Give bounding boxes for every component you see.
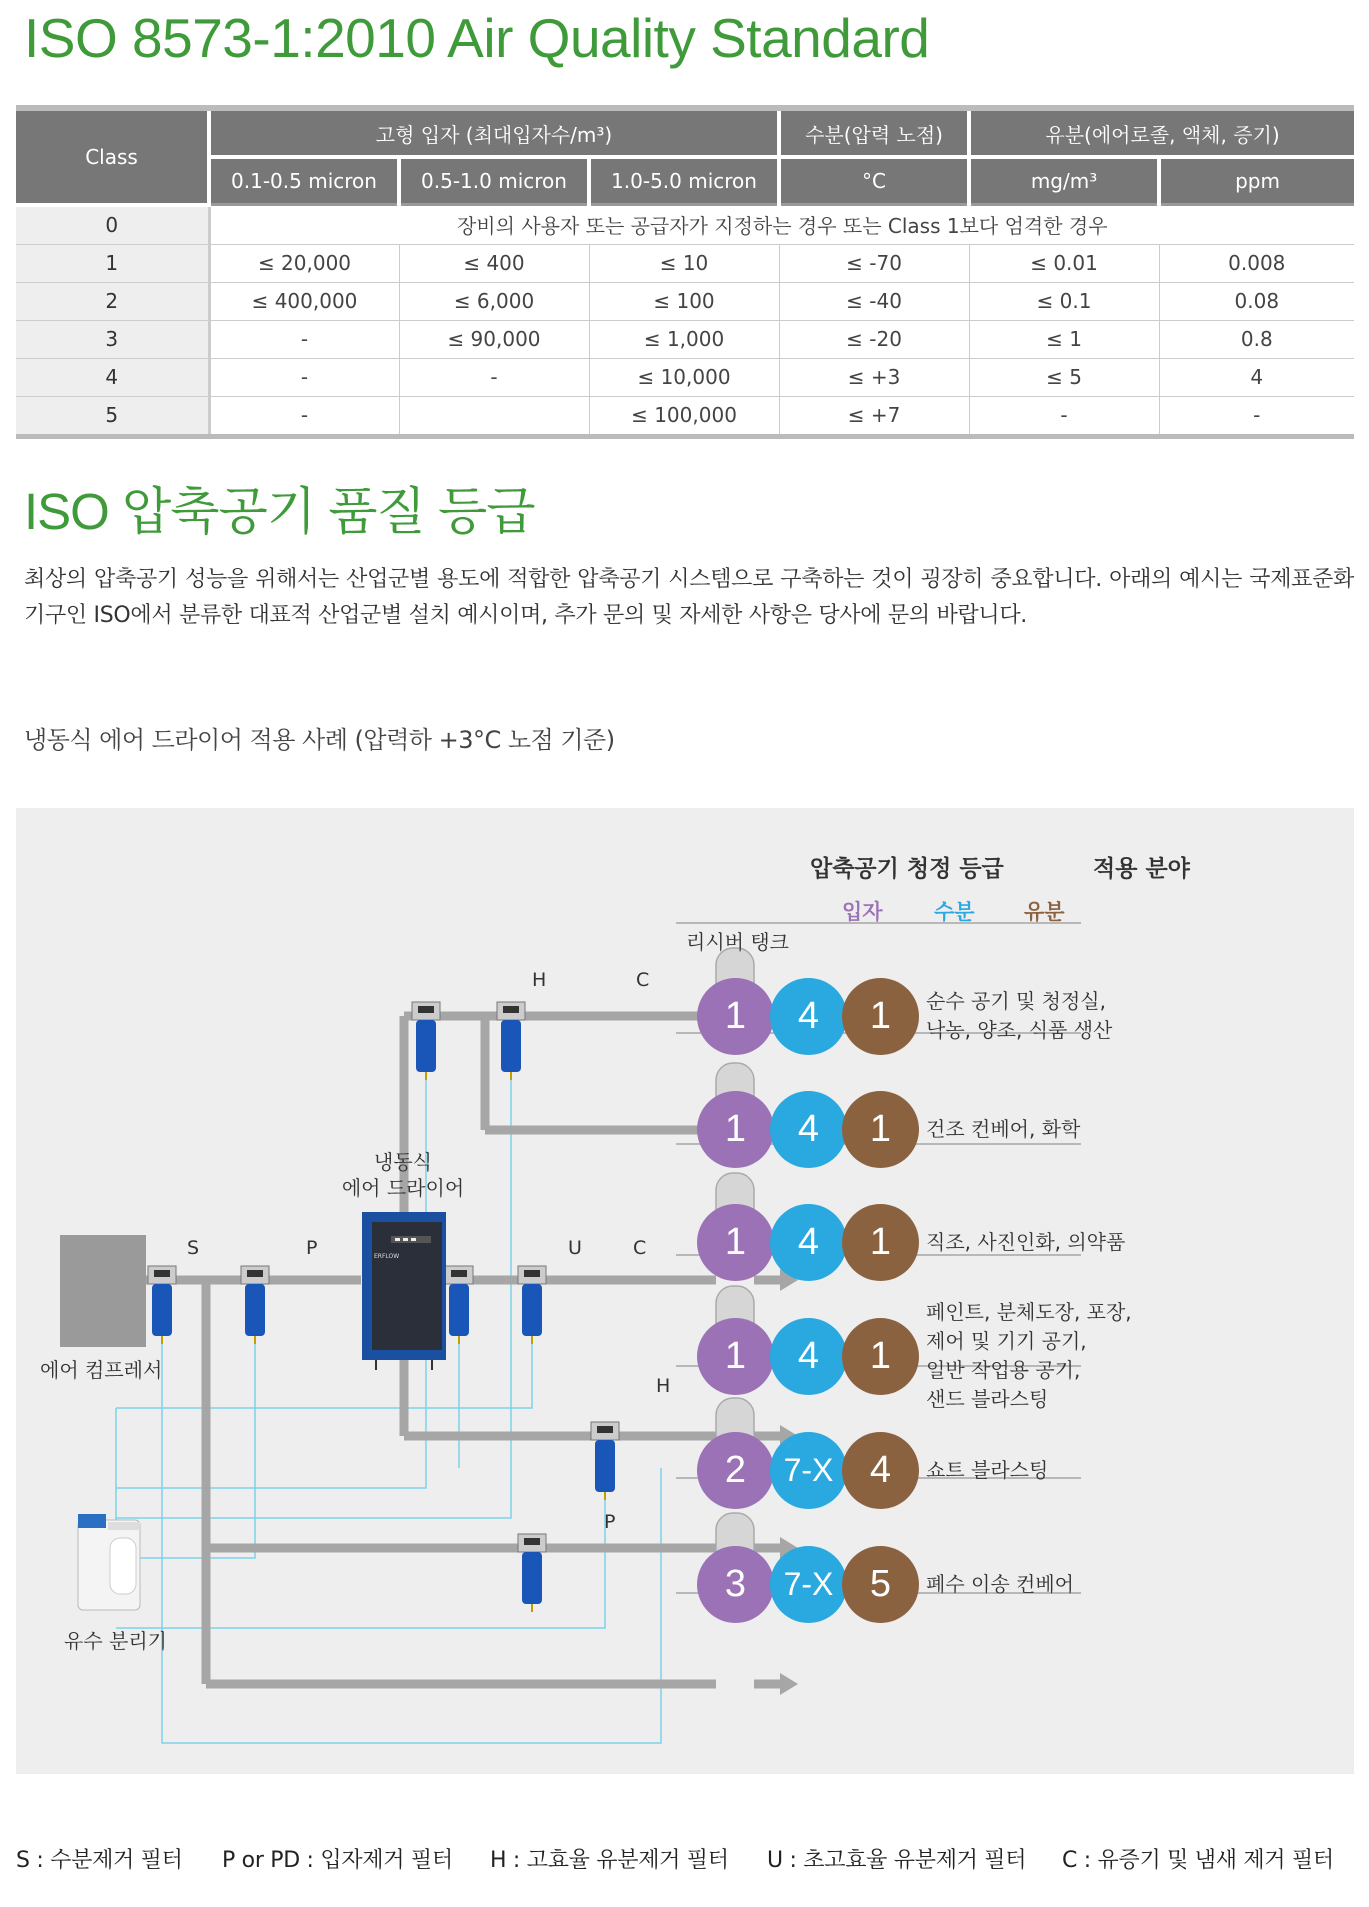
water-grade-circle: 7-X (770, 1432, 847, 1509)
oil-water-separator-icon (78, 1514, 140, 1610)
application-field: 폐수 이송 컨베어 (926, 1571, 1074, 1596)
table-cell: 0.08 (1159, 282, 1354, 320)
oil-grade-circle: 1 (842, 1091, 919, 1168)
table-cell: - (969, 396, 1159, 436)
table-cell: 0.008 (1159, 244, 1354, 282)
table-row (16, 244, 1354, 282)
compressor-label: 에어 컴프레서 (40, 1358, 163, 1382)
table-cell: ≤ 1 (969, 320, 1159, 358)
case-title: 냉동식 에어 드라이어 적용 사례 (압력하 +3°C 노점 기준) (24, 726, 615, 754)
oil-grade-circle: 5 (842, 1546, 919, 1623)
table-cell-class: 5 (16, 396, 209, 436)
table-cell: ≤ 400,000 (209, 282, 399, 320)
particle-grade-circle: 3 (697, 1546, 774, 1623)
table-cell: ≤ 20,000 (209, 244, 399, 282)
particle-subheader: 입자 (842, 900, 883, 924)
table-cell: - (399, 358, 589, 396)
air-quality-table (16, 105, 1354, 439)
table-cell: - (1159, 396, 1354, 436)
application-field: 순수 공기 및 청정실, 낙농, 양조, 식품 생산 (926, 989, 1113, 1042)
oil-grade-circle: 1 (842, 1318, 919, 1395)
particle-grade-circle: 1 (697, 978, 774, 1055)
filter-letter-c: C (633, 1237, 647, 1259)
piping-diagram (16, 808, 1354, 1774)
dryer-brand-text: ERFLOW (374, 1253, 400, 1260)
particle-grade-circle: 1 (697, 1204, 774, 1281)
table-cell-class: 2 (16, 282, 209, 320)
table-row (16, 358, 1354, 396)
application-field: 직조, 사진인화, 의약품 (926, 1229, 1126, 1254)
table-cell-class: 3 (16, 320, 209, 358)
filter-icon (591, 1422, 619, 1500)
subheader-mg-m3: mg/m³ (969, 157, 1159, 205)
table-cell: ≤ 0.1 (969, 282, 1159, 320)
legend-item-h: H : 고효율 유분제거 필터 (490, 1848, 729, 1873)
table-cell: ≤ -70 (779, 244, 969, 282)
receiver-tank-label: 리시버 탱크 (686, 930, 789, 954)
table-row (16, 282, 1354, 320)
table-cell: ≤ 1,000 (589, 320, 779, 358)
table-cell: ≤ 6,000 (399, 282, 589, 320)
standard-title: ISO 8573-1:2010 Air Quality Standard (24, 7, 930, 69)
dryer-label: 냉동식 에어 드라이어 (341, 1150, 465, 1200)
grade-header: 압축공기 청정 등급 (810, 856, 1004, 882)
system-diagram (16, 808, 1354, 1774)
table-cell: - (209, 396, 399, 436)
water-grade-circle: 4 (770, 1091, 847, 1168)
table-cell-class: 0 (16, 205, 209, 245)
table-cell: ≤ 100 (589, 282, 779, 320)
filter-icon (412, 1002, 440, 1080)
table-cell-class0-note: 장비의 사용자 또는 공급자가 지정하는 경우 또는 Class 1보다 엄격한 경우 (209, 205, 1354, 245)
separator-label: 유수 분리기 (64, 1629, 167, 1653)
table-cell: - (209, 358, 399, 396)
filter-letter-c: C (636, 969, 650, 991)
table-body (16, 205, 1354, 437)
filter-letter-u: U (568, 1237, 582, 1259)
table-cell: ≤ -20 (779, 320, 969, 358)
water-grade-circle: 7-X (770, 1546, 847, 1623)
table-row (16, 320, 1354, 358)
table-cell: ≤ +7 (779, 396, 969, 436)
grade-title: ISO 압축공기 품질 등급 (24, 483, 535, 540)
field-header: 적용 분야 (1093, 856, 1190, 882)
table-cell: ≤ 400 (399, 244, 589, 282)
table-cell: 0.8 (1159, 320, 1354, 358)
refrigerated-dryer-icon (362, 1212, 446, 1370)
water-group-header: 수분(압력 노점) (779, 108, 969, 157)
table-cell: ≤ 10,000 (589, 358, 779, 396)
table-cell: - (209, 320, 399, 358)
table-cell: ≤ 0.01 (969, 244, 1159, 282)
filter-icon (518, 1534, 546, 1612)
subheader-particle-1: 0.1-0.5 micron (209, 157, 399, 205)
table-cell: ≤ -40 (779, 282, 969, 320)
filter-icon (445, 1266, 473, 1344)
water-grade-circle: 4 (770, 1204, 847, 1281)
filter-icon (148, 1266, 176, 1344)
filter-letter-h: H (532, 969, 547, 991)
drain-lines (116, 1008, 661, 1743)
air-compressor-icon (60, 1235, 146, 1347)
water-subheader: 수분 (934, 900, 975, 924)
oil-grade-circle: 4 (842, 1432, 919, 1509)
air-pipes (121, 1016, 780, 1684)
legend-item-p: P or PD : 입자제거 필터 (222, 1848, 453, 1873)
water-grade-circle: 4 (770, 978, 847, 1055)
legend-item-s: S : 수분제거 필터 (16, 1848, 183, 1873)
table-cell-class: 4 (16, 358, 209, 396)
particle-grade-circle: 1 (697, 1091, 774, 1168)
subheader-ppm: ppm (1159, 157, 1354, 205)
water-grade-circle: 4 (770, 1318, 847, 1395)
filter-icon (497, 1002, 525, 1080)
table-cell: ≤ 100,000 (589, 396, 779, 436)
legend-item-u: U : 초고효율 유분제거 필터 (767, 1848, 1027, 1873)
filter-letter-h: H (656, 1375, 671, 1397)
table-cell: ≤ 90,000 (399, 320, 589, 358)
subheader-particle-2: 0.5-1.0 micron (399, 157, 589, 205)
table-row (16, 205, 1354, 245)
filter-letter-s: S (187, 1237, 200, 1259)
application-field: 쇼트 블라스팅 (926, 1457, 1049, 1482)
filter-icon (518, 1266, 546, 1344)
flow-arrow (780, 1673, 798, 1695)
oil-group-header: 유분(에어로졸, 액체, 증기) (969, 108, 1354, 157)
oil-grade-circle: 1 (842, 1204, 919, 1281)
legend-item-c: C : 유증기 및 냄새 제거 필터 (1062, 1848, 1334, 1873)
filter-letter-p: P (604, 1511, 616, 1533)
particle-grade-circle: 1 (697, 1318, 774, 1395)
filter-letter-p: P (306, 1237, 318, 1259)
application-field: 건조 컨베어, 화학 (926, 1116, 1081, 1141)
subheader-dewpoint: °C (779, 157, 969, 205)
table-cell: ≤ 5 (969, 358, 1159, 396)
table-cell-class: 1 (16, 244, 209, 282)
table-row (16, 396, 1354, 436)
table-cell: 4 (1159, 358, 1354, 396)
application-field: 페인트, 분체도장, 포장, 제어 및 기기 공기, 일반 작업용 공기, 샌드 블라스팅 (926, 1300, 1132, 1411)
particle-group-header: 고형 입자 (최대입자수/m³) (209, 108, 779, 157)
oil-subheader: 유분 (1024, 900, 1065, 924)
table-cell (399, 396, 589, 436)
table-cell: ≤ +3 (779, 358, 969, 396)
filter-icon (241, 1266, 269, 1344)
table-cell: ≤ 10 (589, 244, 779, 282)
particle-grade-circle: 2 (697, 1432, 774, 1509)
intro-paragraph: 최상의 압축공기 성능을 위해서는 산업군별 용도에 적합한 압축공기 시스템으로 구축하는 것이 굉장히 중요합니다. 아래의 예시는 국제표준화기구인 ISO에서 분류한 대표적 산업군별 설치 예시이며, 추가 문의 및 자세한 사항은 당사에 문의 바랍니다. (24, 567, 1354, 628)
subheader-particle-3: 1.0-5.0 micron (589, 157, 779, 205)
oil-grade-circle: 1 (842, 978, 919, 1055)
class-header: Class (16, 108, 209, 205)
